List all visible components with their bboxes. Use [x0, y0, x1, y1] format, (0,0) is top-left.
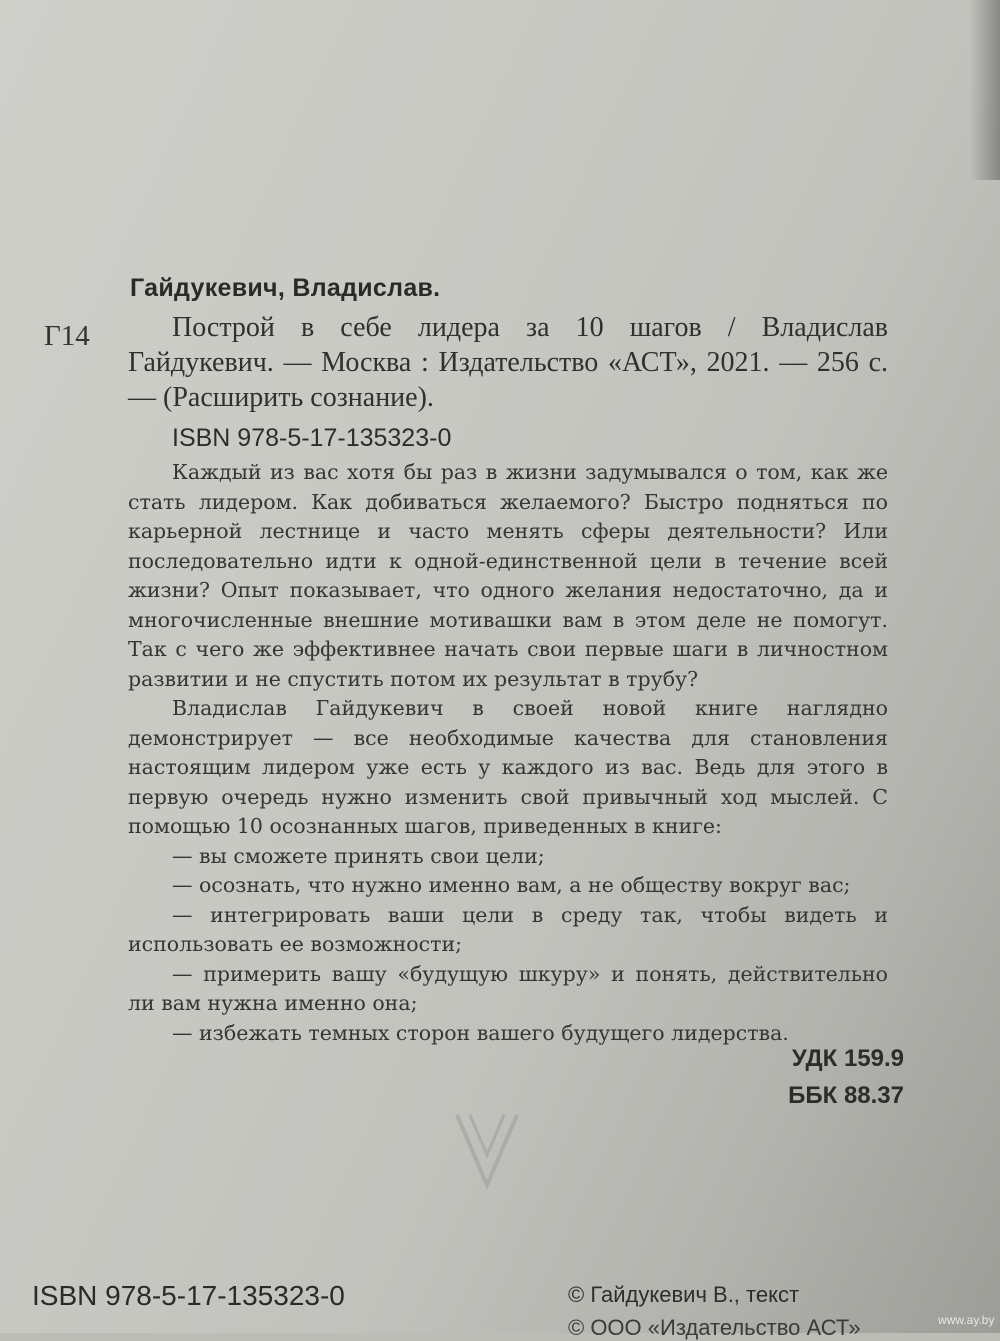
- list-item: — вы сможете принять свои цели;: [172, 843, 545, 868]
- list-item: — осознать, что нужно именно вам, а не обществу вокруг вас;: [172, 873, 851, 897]
- list-item: — примерить вашу «будущую шкуру» и понять, действительно ли вам нужна именно она;: [128, 961, 888, 1015]
- annotation-paragraph: Владислав Гайдукевич в своей новой книге наглядно демонстрирует — все необходимые качества для становления настоящим лидером уже есть у каждого из вас. Ведь для этого в первую очередь нужно изменить свой привычный ход мыслей. С помощью 10 осознанных шагов, приведенных в книге:: [128, 696, 888, 838]
- classification-code: Г14: [44, 320, 90, 352]
- page-edge-shadow: [970, 0, 1000, 180]
- bibliographic-entry: Построй в себе лидера за 10 шагов / Владислав Гайдукевич. — Москва : Издательство «АСТ», 2021. — 256 с. — (Расширить сознание).: [128, 312, 888, 413]
- udk-code: УДК 159.9: [791, 1045, 904, 1072]
- isbn-footer: ISBN 978-5-17-135323-0: [32, 1280, 345, 1311]
- site-watermark: www.ay.by: [938, 1313, 995, 1327]
- author-heading: Гайдукевич, Владислав.: [130, 274, 441, 302]
- classification-codes: [788, 1040, 904, 1114]
- copyright-publisher: © ООО «Издательство АСТ»: [568, 1315, 861, 1340]
- bbk-code: ББК 88.37: [788, 1082, 904, 1109]
- publisher-mark-icon: [452, 1110, 522, 1190]
- list-item: — избежать темных сторон вашего будущего лидерства.: [172, 1020, 789, 1045]
- copyright-author: © Гайдукевич В., текст: [568, 1282, 800, 1307]
- list-item: — интегрировать ваши цели в среду так, чтобы видеть и использовать ее возможности;: [128, 902, 888, 956]
- isbn-catalog: ISBN 978-5-17-135323-0: [172, 424, 452, 452]
- annotation: [128, 458, 888, 1048]
- annotation-paragraph: Каждый из вас хотя бы раз в жизни задумывался о том, как же стать лидером. Как добиваться желаемого? Быстро подняться по карьерной лестнице и часто менять сферы деятельности? Или последовательно идти к одной-единственной цели в течение всей жизни? Опыт показывает, что одного желания недостаточно, да и многочисленные внешние мотивашки вам в этом деле не помогут. Так с чего же эффективнее начать свои первые шаги в личностном развитии и не спустить потом их результат в трубу?: [128, 460, 888, 691]
